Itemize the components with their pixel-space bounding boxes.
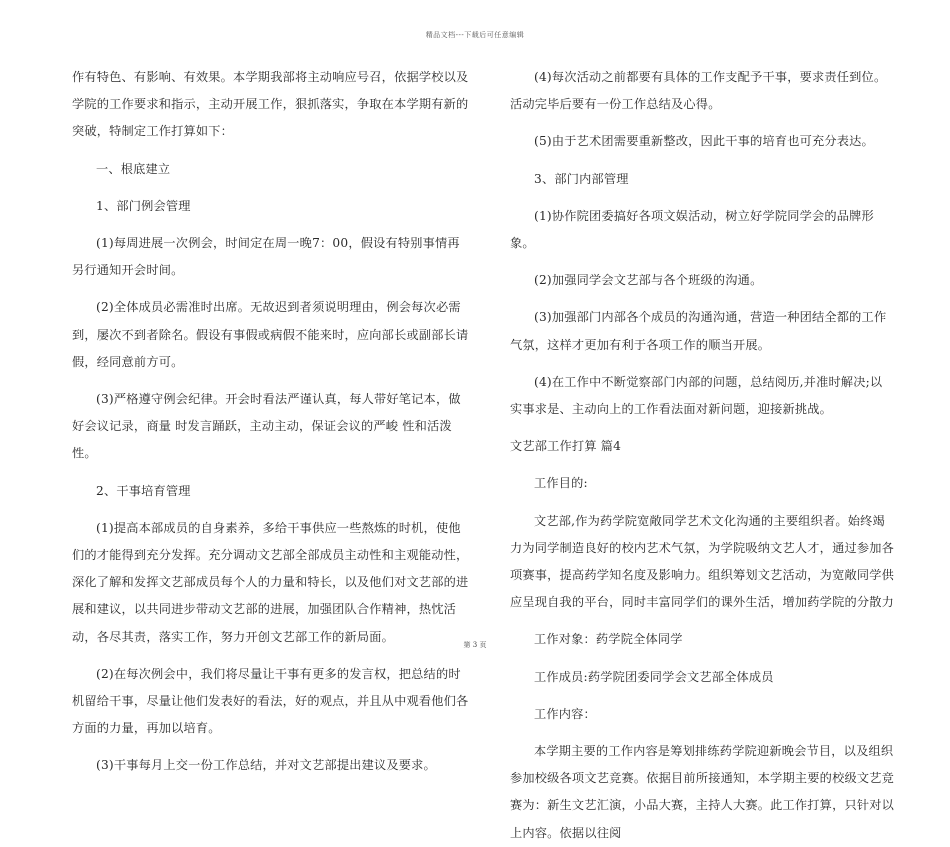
paragraph: (2)全体成员必需准时出席。无故迟到者须说明理由，例会每次必需到，屡次不到者除名。假设有事假或病假不能来时，应向部长或副部长请假，经同意前方可。 (72, 300, 469, 369)
paragraph: 2、干事培育管理 (96, 483, 191, 498)
paragraph: (4)在工作中不断觉察部门内部的问题，总结阅历,并准时解决;以实事求是、主动向上的工作看法面对新问题，迎接新挑战。 (510, 374, 883, 417)
paragraph: (1)提高本部成员的自身素养，多给干事供应一些熬炼的时机，使他们的才能得到充分发挥。充分调动文艺部全部成员主动性和主观能动性，深化了解和发挥文艺部成员每个人的力量和特长，以及他们对文艺部的进展和建议，以共同进步带动文艺部的进展，加强团队合作精神，热忱活动，各尽其责，落实工作，努力开创文艺部工作的新局面。 (72, 520, 469, 644)
left-column (72, 64, 470, 780)
right-column (510, 64, 894, 847)
paragraph: 工作成员:药学院团委同学会文艺部全体成员 (534, 669, 774, 684)
paragraph: 一、根底建立 (96, 161, 171, 176)
paragraph: 工作目的: (534, 476, 588, 491)
page-header: 精品文档---下载后可任意编辑 (425, 31, 525, 39)
paragraph: 工作对象：药学院全体同学 (534, 632, 683, 647)
paragraph: 3、部门内部管理 (534, 171, 629, 186)
paragraph: 文艺部,作为药学院宽敞同学艺术文化沟通的主要组织者。始终竭力为同学制造良好的校内艺术气氛，为学院吸纳文艺人才，通过参加各项赛事，提高药学知名度及影响力。组织筹划文艺活动，为宽敞同学供应呈现自我的平台，同时丰富同学们的课外生活，增加药学院的分散力 (510, 513, 895, 610)
paragraph: (1)协作院团委搞好各项文娱活动，树立好学院同学会的品牌形象。 (510, 208, 874, 251)
paragraph: (3)干事每月上交一份工作总结，并对文艺部提出建议及要求。 (96, 758, 436, 773)
paragraph: 文艺部工作打算 篇4 (510, 439, 622, 454)
paragraph: (1)每周进展一次例会，时间定在周一晚7：00，假设有特别事情再另行通知开会时间。 (72, 236, 460, 278)
paragraph: (2)在每次例会中，我们将尽量让干事有更多的发言权，把总结的时机留给干事，尽量让他们发表好的看法，好的观点，并且从中观看他们各方面的力量，再加以培育。 (72, 666, 469, 736)
paragraph: (5)由于艺术团需要重新整改，因此干事的培育也可充分表达。 (534, 134, 874, 149)
paragraph: (3)严格遵守例会纪律。开会时看法严谨认真，每人带好笔记本，做好会议记录，商量 时发言踊跃，主动主动，保证会议的严峻 性和活泼性。 (72, 392, 461, 461)
paragraph: 1、部门例会管理 (96, 198, 191, 213)
page-number: 第 3 页 (463, 641, 487, 649)
paragraph: (4)每次活动之前都要有具体的工作支配予干事，要求责任到位。活动完毕后要有一份工作总结及心得。 (510, 70, 887, 112)
paragraph: (2)加强同学会文艺部与各个班级的沟通。 (534, 273, 763, 288)
paragraph: 作有特色、有影响、有效果。本学期我部将主动响应号召，依据学校以及学院的工作要求和指示，主动开展工作，狠抓落实，争取在本学期有新的突破，特制定工作打算如下： (72, 70, 469, 139)
paragraph: 本学期主要的工作内容是筹划排练药学院迎新晚会节目，以及组织参加校级各项文艺竞赛。依据目前所接通知，本学期主要的校级文艺竞赛为：新生文艺汇演，小品大赛，主持人大赛。此工作打算，只针对以上内容。依据以往阅 (510, 744, 895, 840)
paragraph: 工作内容： (534, 706, 596, 721)
paragraph: (3)加强部门内部各个成员的沟通沟通，营造一种团结全都的工作气氛，这样才更加有利于各项工作的顺当开展。 (510, 310, 887, 352)
